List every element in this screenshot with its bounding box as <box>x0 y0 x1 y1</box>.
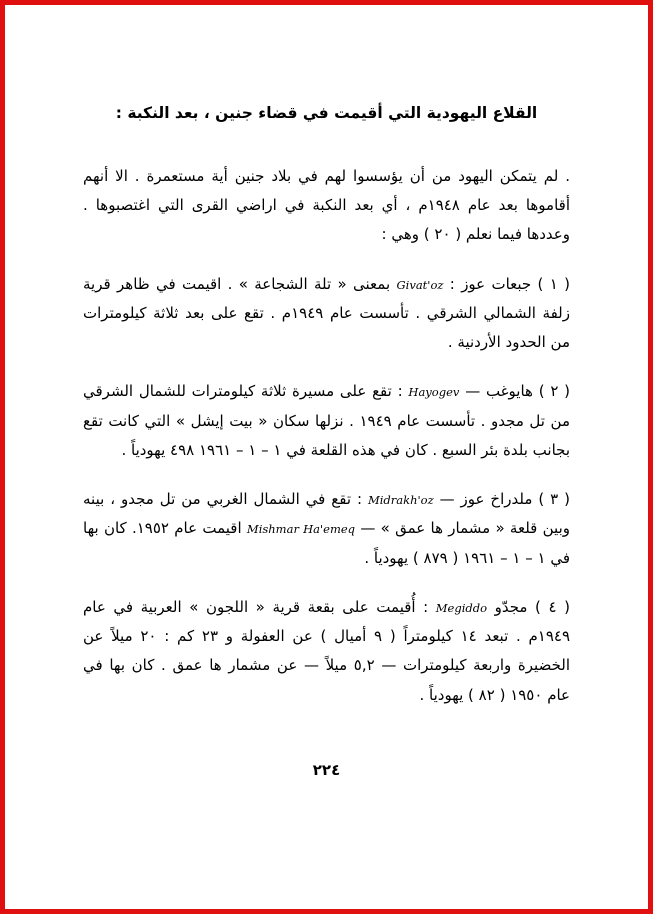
paragraph-item-3 <box>83 485 570 573</box>
item-3-text-mid: : تقع في الشمال الغربي من تل مجدو ، بينه وبين قلعة « مشمار ها عمق » — <box>83 490 570 538</box>
item-3-text-before: ( ٣ ) ملدراخ عوز — <box>439 490 570 509</box>
page-title: القلاع اليهودية التي أقيمت في قضاء جنين ، بعد النكبة : <box>115 104 538 122</box>
item-3-latin-name: Midrakh'oz <box>367 493 434 508</box>
item-2-text-before: ( ٢ ) هايوغب — <box>465 382 571 401</box>
item-4-text-after: : أُقيمت على بقعة قرية « اللجون » العربية في عام ١٩٤٩م . تبعد ١٤ كيلومتراً ( ٩ أميال ) عن العفولة و ٢٣ كم : ٢٠ ميلاً عن الخضيرة واربعة كيلومترات — ٥,٢ ميلاً — عن مشمار ها عمق . كان بها في عام ١٩٥٠ ( ٨٢ ) يهودياً . <box>83 597 571 704</box>
item-1-text-before: ( ١ ) جبعات عوز : <box>449 274 570 293</box>
paragraph-intro: . لم يتمكن اليهود من أن يؤسسوا لهم في بلاد جنين أية مستعمرة . الا أنهم أقاموها بعد عام ١٩٤٨م ، أي بعد النكبة في اراضي القرى التي اغتصبوها . وعددها فيما نعلم ( ٢٠ ) وهي : <box>83 166 570 244</box>
item-2-latin-name: Hayogev <box>408 385 460 400</box>
page-content <box>5 5 648 710</box>
item-4-latin-name: Megiddo <box>435 600 488 615</box>
item-1-latin-name: Givat'oz <box>396 277 444 292</box>
item-3-latin-name-secondary: Mishmar Ha'emeq <box>246 522 356 537</box>
item-1-text-after: بمعنى « تلة الشجاعة » . اقيمت في ظاهر قرية زلفة الشمالي الشرقي . تأسست عام ١٩٤٩م . تقع على بعد ثلاثة كيلومترات من الحدود الأردنية . <box>83 274 570 352</box>
item-4-text-before: ( ٤ ) مجدّو <box>494 597 570 616</box>
item-3-text-after: اقيمت عام ١٩٥٢. كان بها في ١ – ١ – ١٩٦١ ( ٨٧٩ ) يهودياً . <box>83 519 570 567</box>
item-2-text-after: : تقع على مسيرة ثلاثة كيلومترات للشمال الشرقي من تل مجدو . تأسست عام ١٩٤٩ . نزلها سكان « بيت إيشل » التي كانت تقع بجانب بلدة بئر السبع . كان في هذه القلعة في ١ – ١ – ١٩٦١ ٤٩٨ يهودياً . <box>83 382 571 459</box>
paragraph-item-2 <box>83 377 570 465</box>
paragraph-item-1 <box>83 270 570 358</box>
paragraph-item-4 <box>83 593 570 710</box>
page-number: ٢٢٤ <box>312 761 341 779</box>
